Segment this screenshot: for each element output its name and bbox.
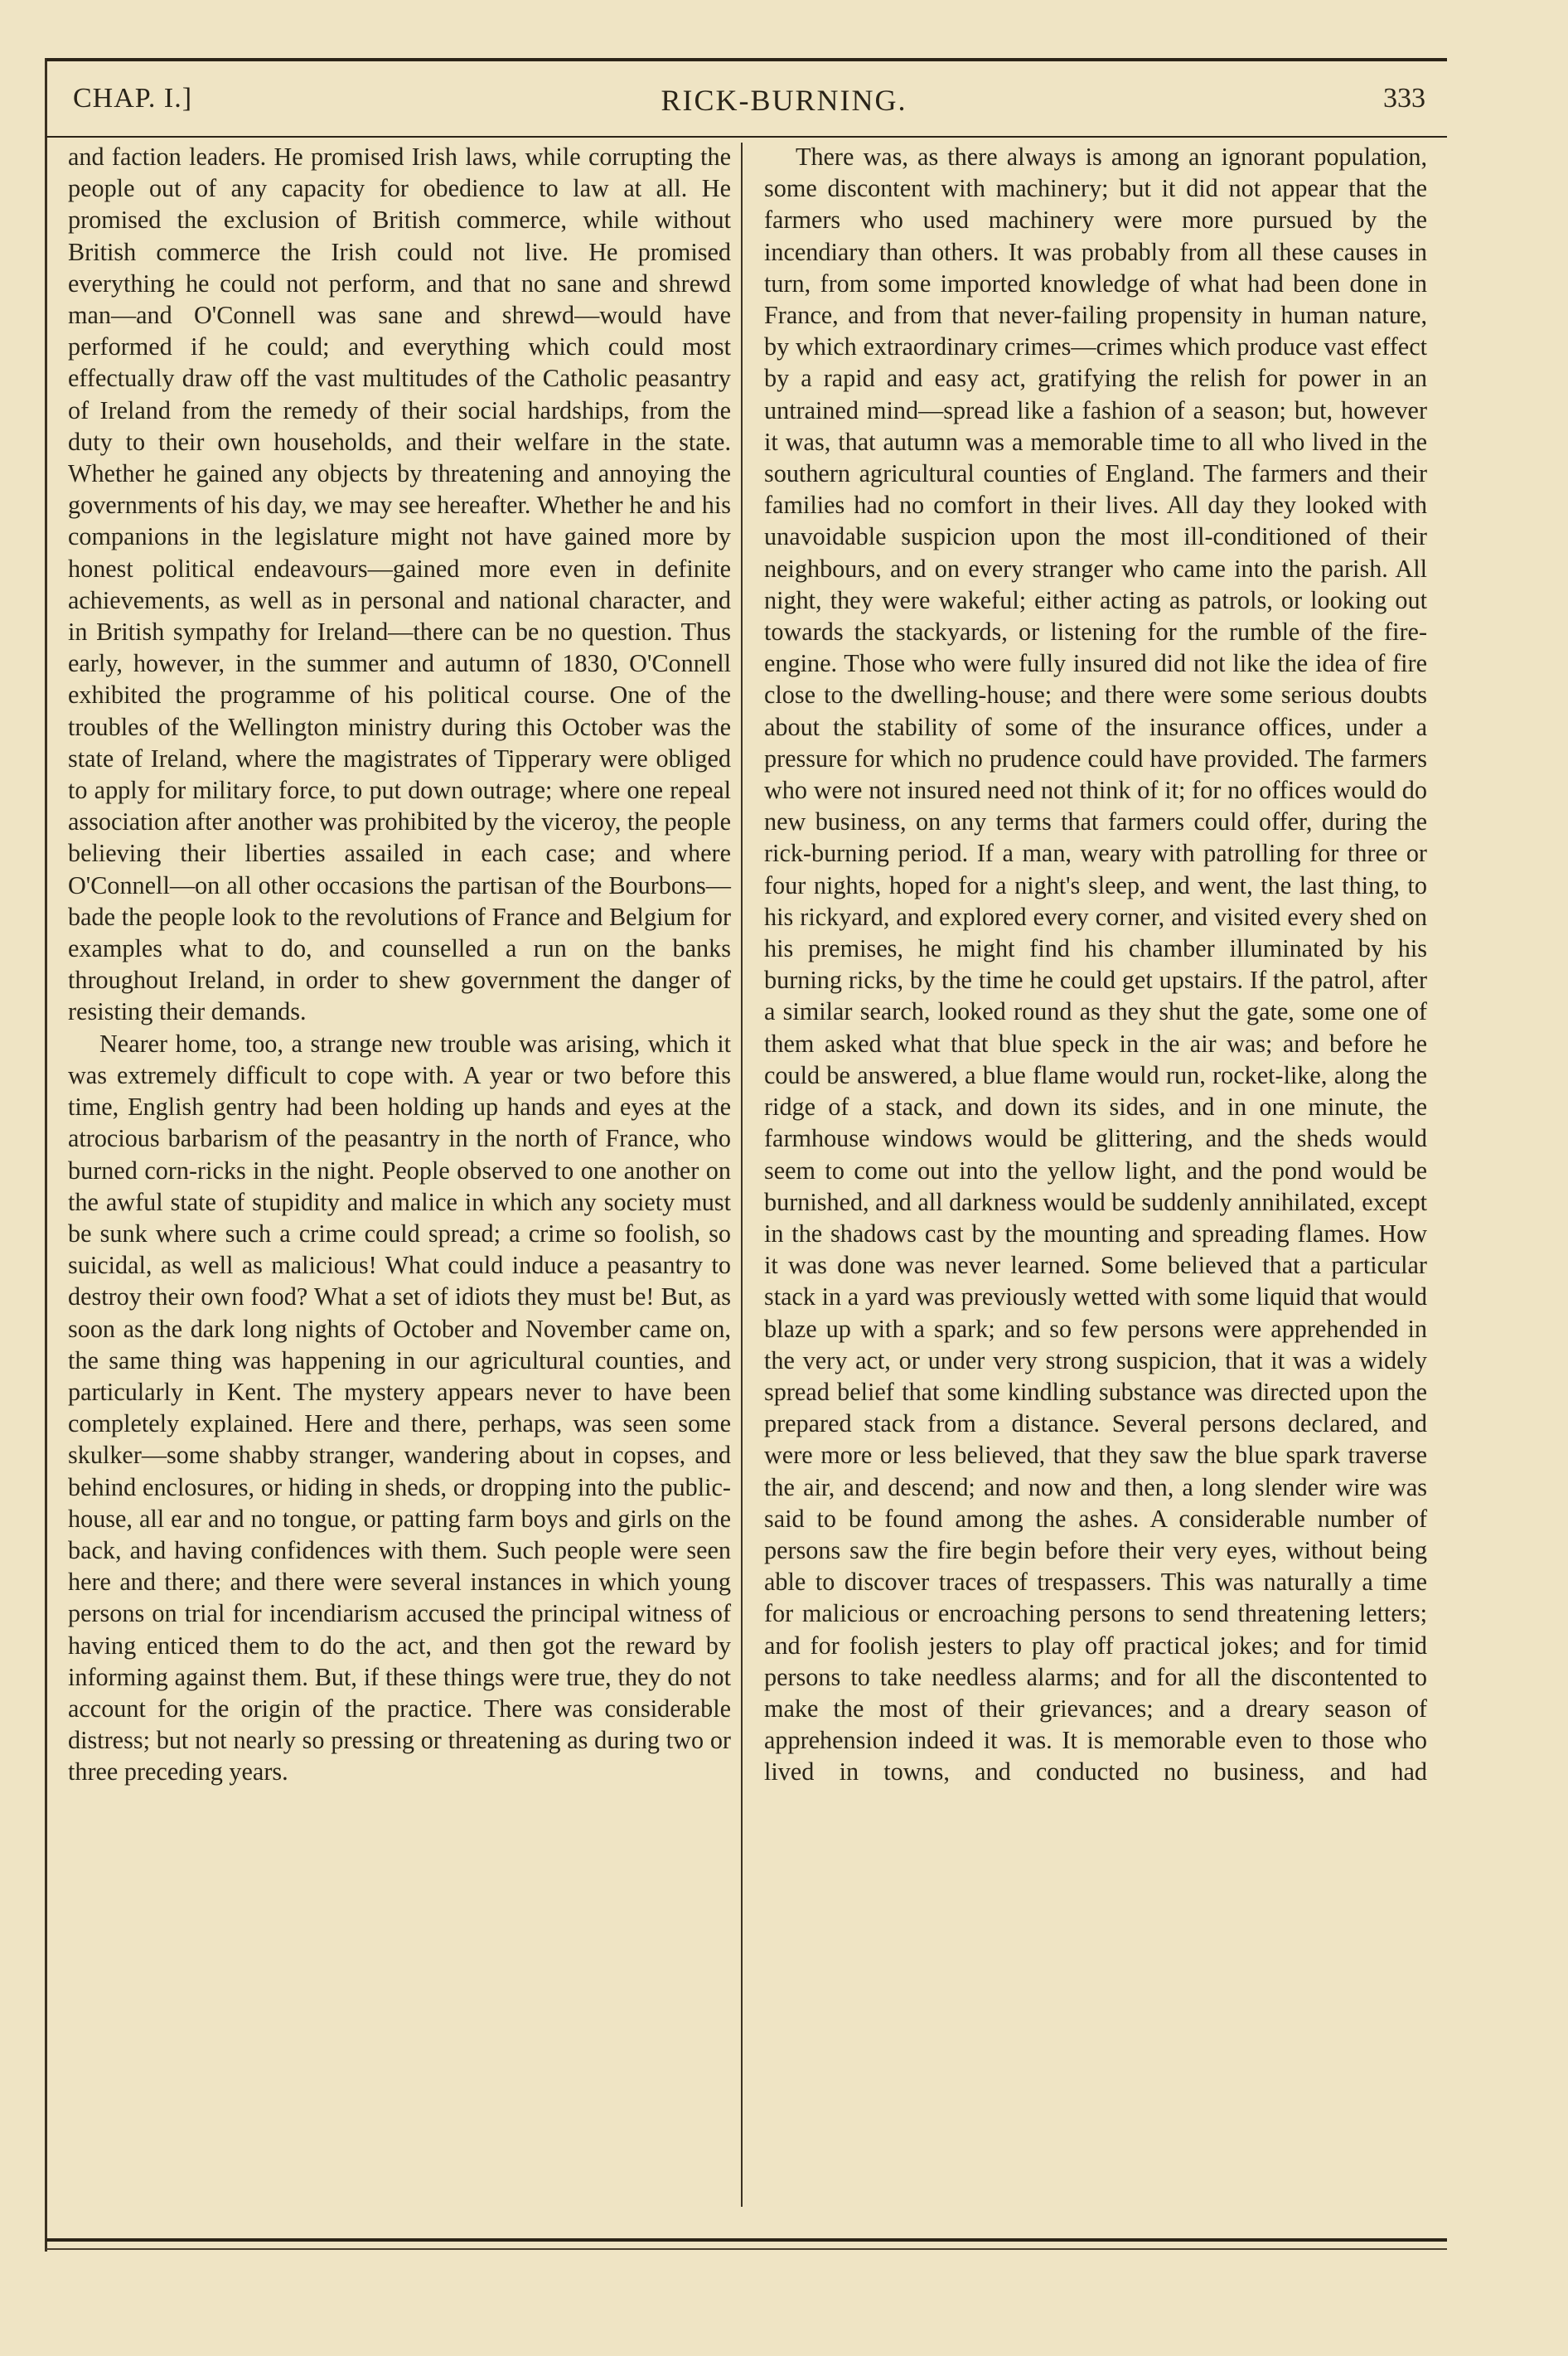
left-column (68, 141, 731, 1788)
page-number: 333 (1383, 83, 1425, 114)
column-divider (741, 143, 743, 2207)
header-top-rule (46, 58, 1447, 61)
header-bottom-rule (46, 136, 1447, 138)
left-paragraph-2: Nearer home, too, a strange new trouble was arising, which it was extremely difficult to cope with. A year or two before this time, English gentry had been holding up hands and eyes at the atrocious barbarism of the peasantry in the north of France, who burned corn-ricks in the night. People observed to one another on the awful state of stupidity and malice in which any society must be sunk where such a crime could spread; a crime so foolish, so suicidal, as well as malicious! What could induce a peasantry to destroy their own food? What a set of idiots they must be! But, as soon as the dark long nights of October and November came on, the same thing was happening in our agricultural counties, and particularly in Kent. The mystery appears never to have been completely explained. Here and there, perhaps, was seen some skulker—some shabby stranger, wandering about in copses, and behind enclosures, or hiding in sheds, or dropping into the public-house, all ear and no tongue, or patting farm boys and girls on the back, and having confidences with them. Such people were seen here and there; and there were several instances in which young persons on trial for incendiarism accused the principal witness of having enticed them to do the act, and then got the reward by informing against them. But, if these things were true, they do not account for the origin of the practice. There was considerable distress; but not nearly so pressing or threatening as during two or three preceding years. (68, 1029, 731, 1786)
right-column (764, 141, 1427, 1788)
page-left-border (45, 58, 47, 2252)
left-paragraph-1: and faction leaders. He promised Irish laws, while corrupting the people out of any capacity for obedience to law at all. He promised the exclusion of British commerce, while without British commerce the Irish could not live. He promised everything he could not perform, and that no sane and shrewd man—and O'Connell was sane and shrewd—would have performed if he could; and everything which could most effectually draw off the vast multitudes of the Catholic peasantry of Ireland from the remedy of their social hardships, from the duty to their own households, and their welfare in the state. Whether he gained any objects by threatening and annoying the governments of his day, we may see hereafter. Whether he and his companions in the legislature might not have gained more by honest political endeavours—gained more even in definite achievements, as well as in personal and national character, and in British sympathy for Ireland—there can be no question. Thus early, however, in the summer and autumn of 1830, O'Connell exhibited the programme of his political course. One of the troubles of the Wellington ministry during this October was the state of Ireland, where the magistrates of Tipperary were obliged to apply for military force, to put down outrage; where one repeal association after another was prohibited by the viceroy, the people believing their liberties assailed in each case; and where O'Connell—on all other occasions the partisan of the Bourbons—bade the people look to the revolutions of France and Belgium for examples what to do, and counselled a run on the banks throughout Ireland, in order to shew government the danger of resisting their demands. (68, 143, 731, 1026)
right-paragraph-1: There was, as there always is among an ignorant population, some discontent with machinery; but it did not appear that the farmers who used machinery were more pursued by the incendiary than others. It was probably from all these causes in turn, from some imported knowledge of what had been done in France, and from that never-failing propensity in human nature, by which extraordinary crimes—crimes which produce vast effect by a rapid and easy act, gratifying the relish for power in an untrained mind—spread like a fashion of a season; but, however it was, that autumn was a memorable time to all who lived in the southern agricultural counties of England. The farmers and their families had no comfort in their lives. All day they looked with unavoidable suspicion upon the most ill-conditioned of their neighbours, and on every stranger who came into the parish. All night, they were wakeful; either acting as patrols, or looking out towards the stackyards, or listening for the rumble of the fire-engine. Those who were fully insured did not like the idea of fire close to the dwelling-house; and there were some serious doubts about the stability of some of the insurance offices, under a pressure for which no prudence could have provided. The farmers who were not insured need not think of it; for no offices would do new business, on any terms that farmers could offer, during the rick-burning period. If a man, weary with patrolling for three or four nights, hoped for a night's sleep, and went, the last thing, to his rickyard, and explored every corner, and visited every shed on his premises, he might find his chamber illuminated by his burning ricks, by the time he could get upstairs. If the patrol, after a similar search, looked round as they shut the gate, some one of them asked what that blue speck in the air was; and before he could be answered, a blue flame would run, rocket-like, along the ridge of a stack, and down its sides, and in one minute, the farmhouse windows would be glittering, and the sheds would seem to come out into the yellow light, and the pond would be burnished, and all darkness would be suddenly annihilated, except in the shadows cast by the mounting and spreading flames. How it was done was never learned. Some believed that a particular stack in a yard was previously wetted with some liquid that would blaze up with a spark; and so few persons were apprehended in the very act, or under very strong suspicion, that it was a widely spread belief that some kindling substance was directed upon the prepared stack from a distance. Several persons declared, and were more or less believed, that they saw the blue spark traverse the air, and descend; and now and then, a long slender wire was said to be found among the ashes. A considerable number of persons saw the fire begin before their very eyes, without being able to discover traces of trespassers. This was naturally a time for malicious or encroaching persons to send threatening letters; and for foolish jesters to play off practical jokes; and for timid persons to take needless alarms; and for all the discontented to make the most of their grievances; and a dreary season of apprehension indeed it was. It is memorable even to those who lived in towns, and conducted no business, and had (764, 143, 1427, 1786)
chapter-label: CHAP. I.] (73, 83, 193, 114)
footer-rule (46, 2238, 1447, 2242)
running-title: RICK-BURNING. (661, 84, 907, 117)
footer-rule-thin (46, 2248, 1447, 2250)
